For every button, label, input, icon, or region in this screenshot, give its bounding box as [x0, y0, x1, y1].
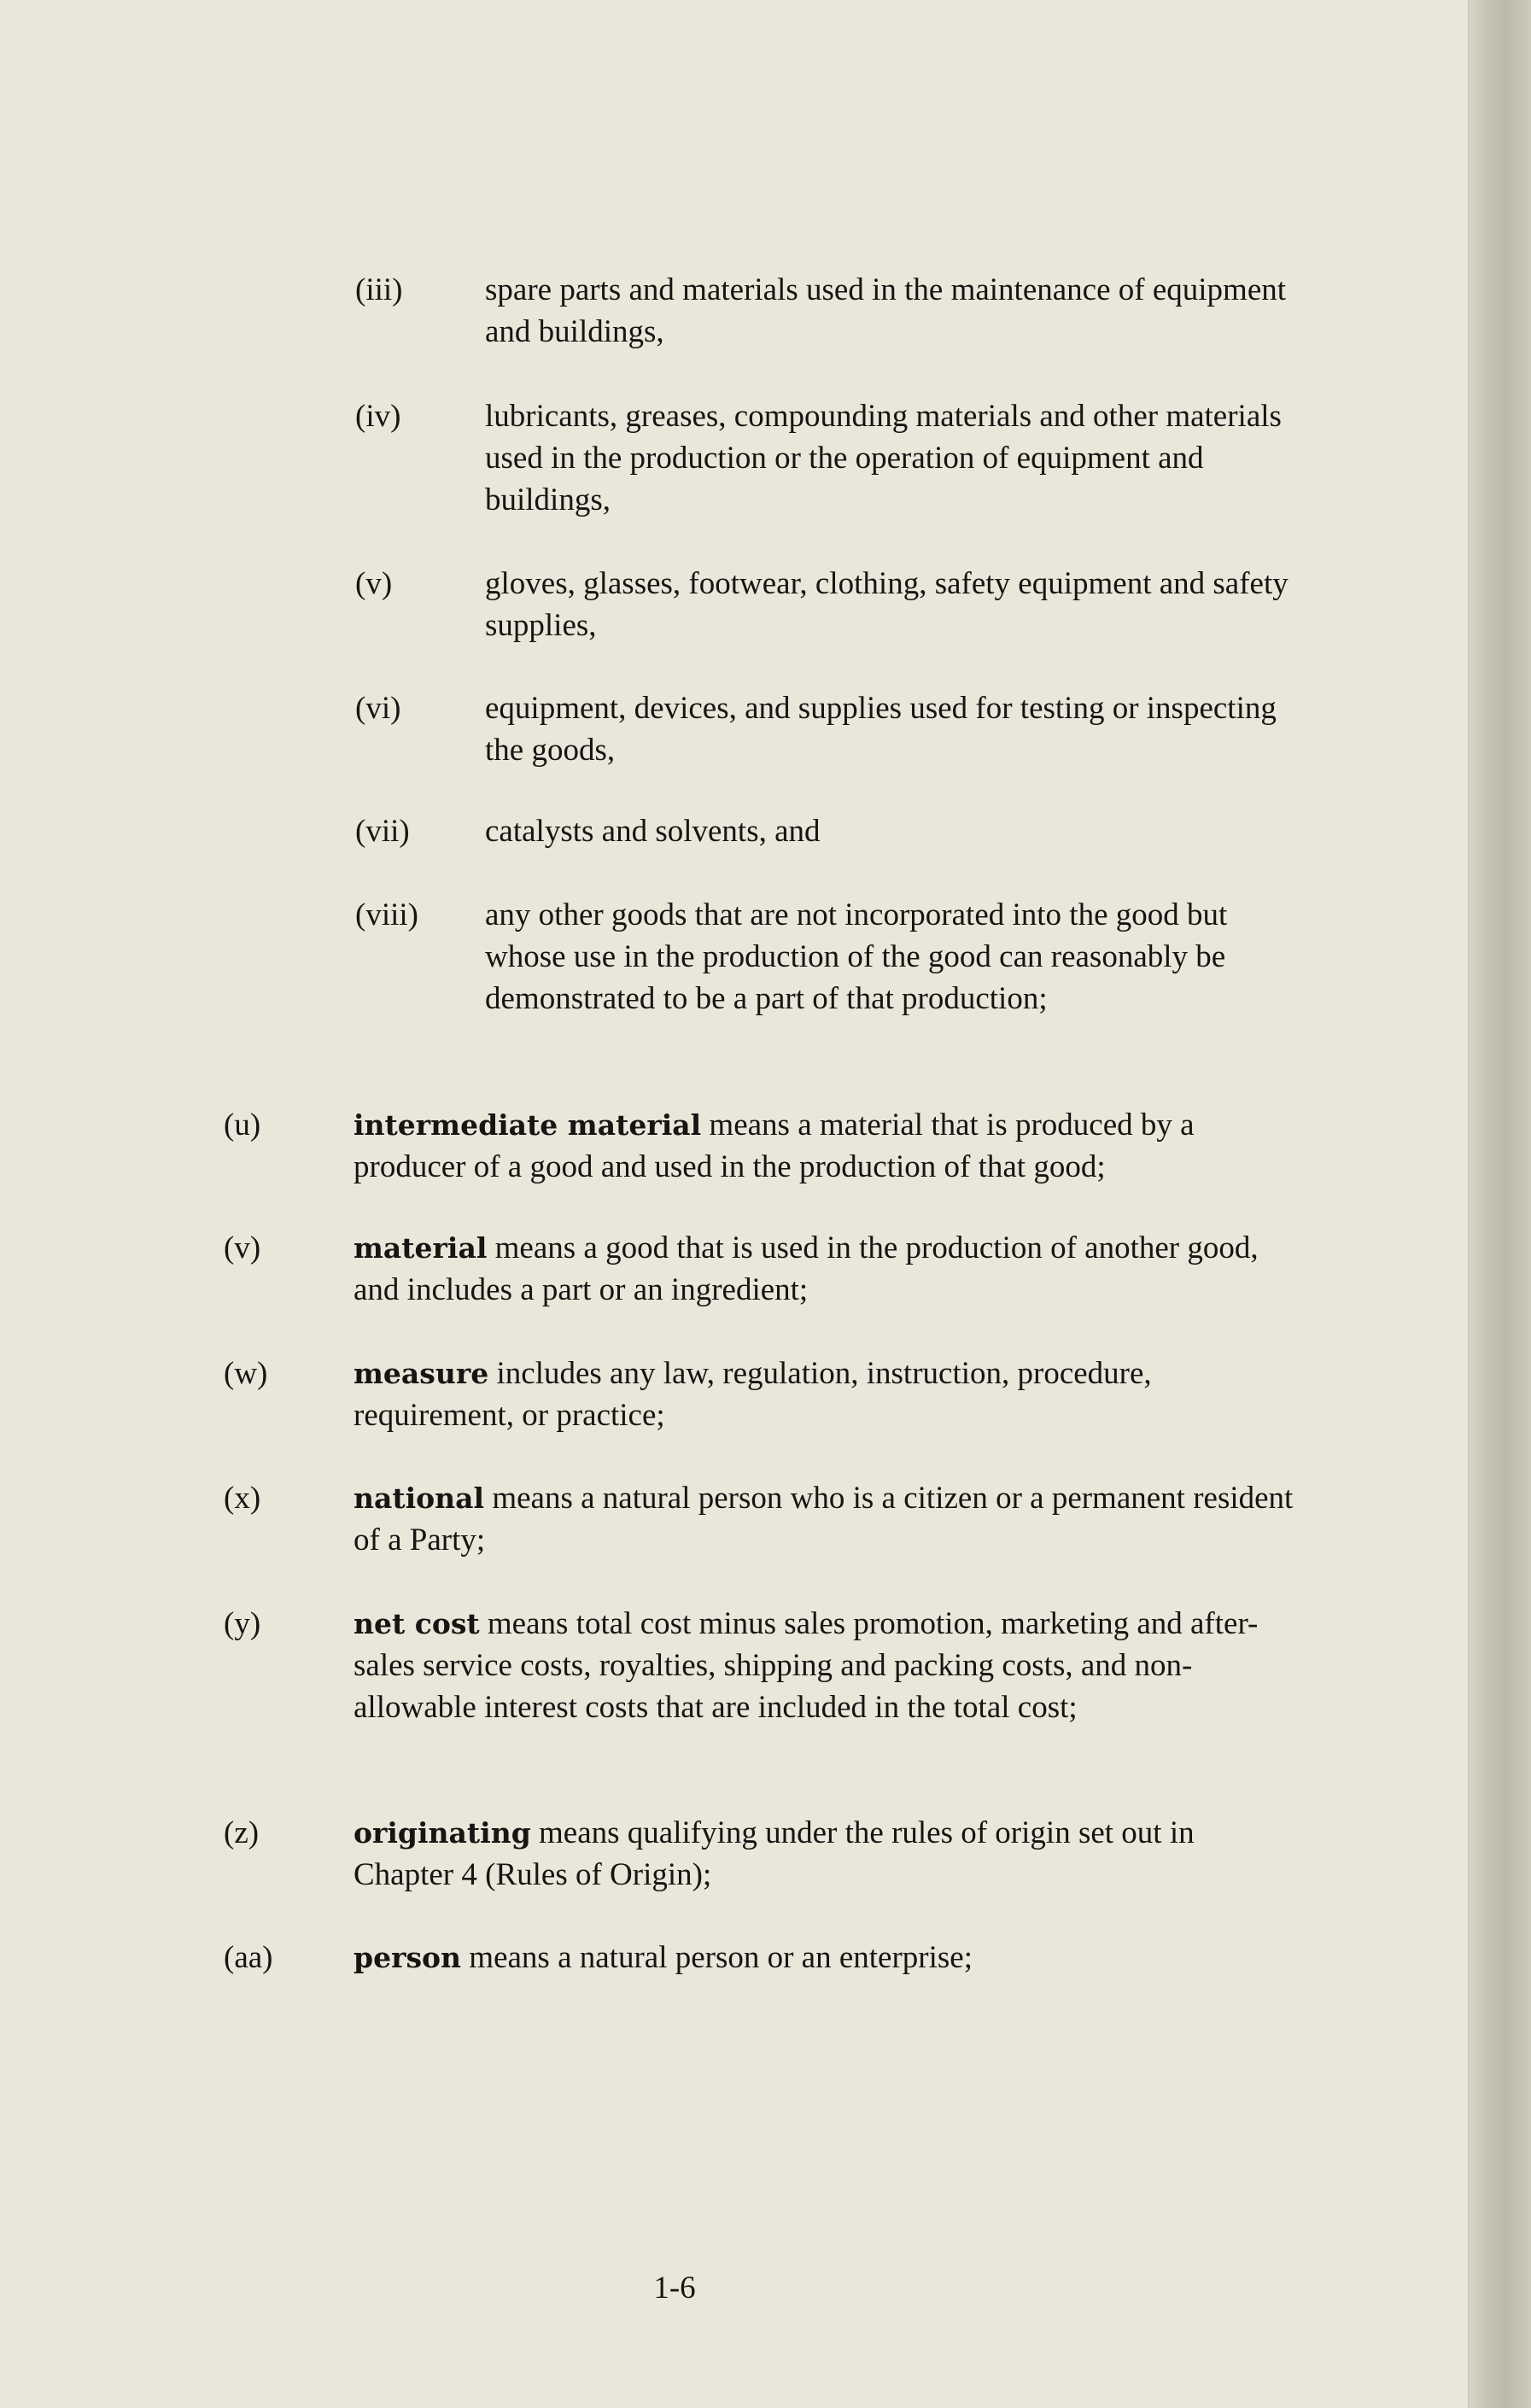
- sub-item-marker: (iii): [355, 272, 403, 307]
- definition-marker: (v): [224, 1230, 261, 1265]
- definition-body: [354, 1603, 1301, 1728]
- definition-body: [354, 1104, 1301, 1188]
- definition-text: means a natural person who is a citizen or a permanent resident of a Party;: [354, 1481, 1294, 1558]
- definition-text: means qualifying under the rules of origin set out in Chapter 4 (Rules of Origin);: [354, 1815, 1195, 1892]
- definition-text: means a material that is produced by a producer of a good and used in the production of that good;: [354, 1108, 1195, 1184]
- sub-item-text: catalysts and solvents, and: [485, 814, 821, 849]
- defined-term: national: [354, 1482, 485, 1515]
- definition-body: [354, 1937, 1301, 1978]
- definition-body: [354, 1477, 1301, 1561]
- definition-body: [354, 1353, 1301, 1436]
- definition-marker: (x): [224, 1481, 261, 1516]
- sub-item-text: equipment, devices, and supplies used for testing or inspecting the goods,: [485, 691, 1277, 768]
- defined-term: measure: [354, 1357, 489, 1390]
- definition-text: means a natural person or an enterprise;: [461, 1940, 973, 1975]
- sub-item-text: spare parts and materials used in the maintenance of equipment and buildings,: [485, 272, 1287, 349]
- definition-body: [354, 1227, 1301, 1311]
- definition-marker: (z): [224, 1815, 260, 1850]
- sub-item-marker: (iv): [355, 399, 401, 434]
- definition-marker: (u): [224, 1108, 261, 1143]
- defined-term: intermediate material: [354, 1108, 702, 1142]
- sub-item-marker: (vi): [355, 691, 401, 726]
- definition-text: means total cost minus sales promotion, marketing and after-sales service costs, royalties, shipping and packing costs, and non-allowable interest costs that are included in the total cost;: [354, 1606, 1259, 1725]
- sub-item-text: gloves, glasses, footwear, clothing, safety equipment and safety supplies,: [485, 566, 1288, 643]
- definition-marker: (y): [224, 1606, 261, 1641]
- definition-text: means a good that is used in the production of another good, and includes a part or an ingredient;: [354, 1230, 1259, 1307]
- defined-term: originating: [354, 1816, 531, 1850]
- definition-body: [354, 1812, 1301, 1896]
- defined-term: person: [354, 1941, 462, 1974]
- defined-term: material: [354, 1231, 488, 1265]
- sub-item-marker: (v): [355, 566, 393, 601]
- sub-item-marker: (viii): [355, 897, 418, 932]
- definition-text: includes any law, regulation, instruction, procedure, requirement, or practice;: [354, 1356, 1152, 1433]
- defined-term: net cost: [354, 1607, 480, 1640]
- definition-marker: (aa): [224, 1940, 273, 1975]
- definition-marker: (w): [224, 1356, 268, 1391]
- sub-item-text: lubricants, greases, compounding materials and other materials used in the production or the operation of equipment and buildings,: [485, 399, 1282, 517]
- sub-item-text: any other goods that are not incorporated into the good but whose use in the production of the good can reasonably be demonstrated to be a part of that production;: [485, 897, 1228, 1016]
- sub-item-marker: (vii): [355, 814, 410, 849]
- page-number: 1-6: [653, 2271, 696, 2306]
- page-edge: [1470, 0, 1531, 2408]
